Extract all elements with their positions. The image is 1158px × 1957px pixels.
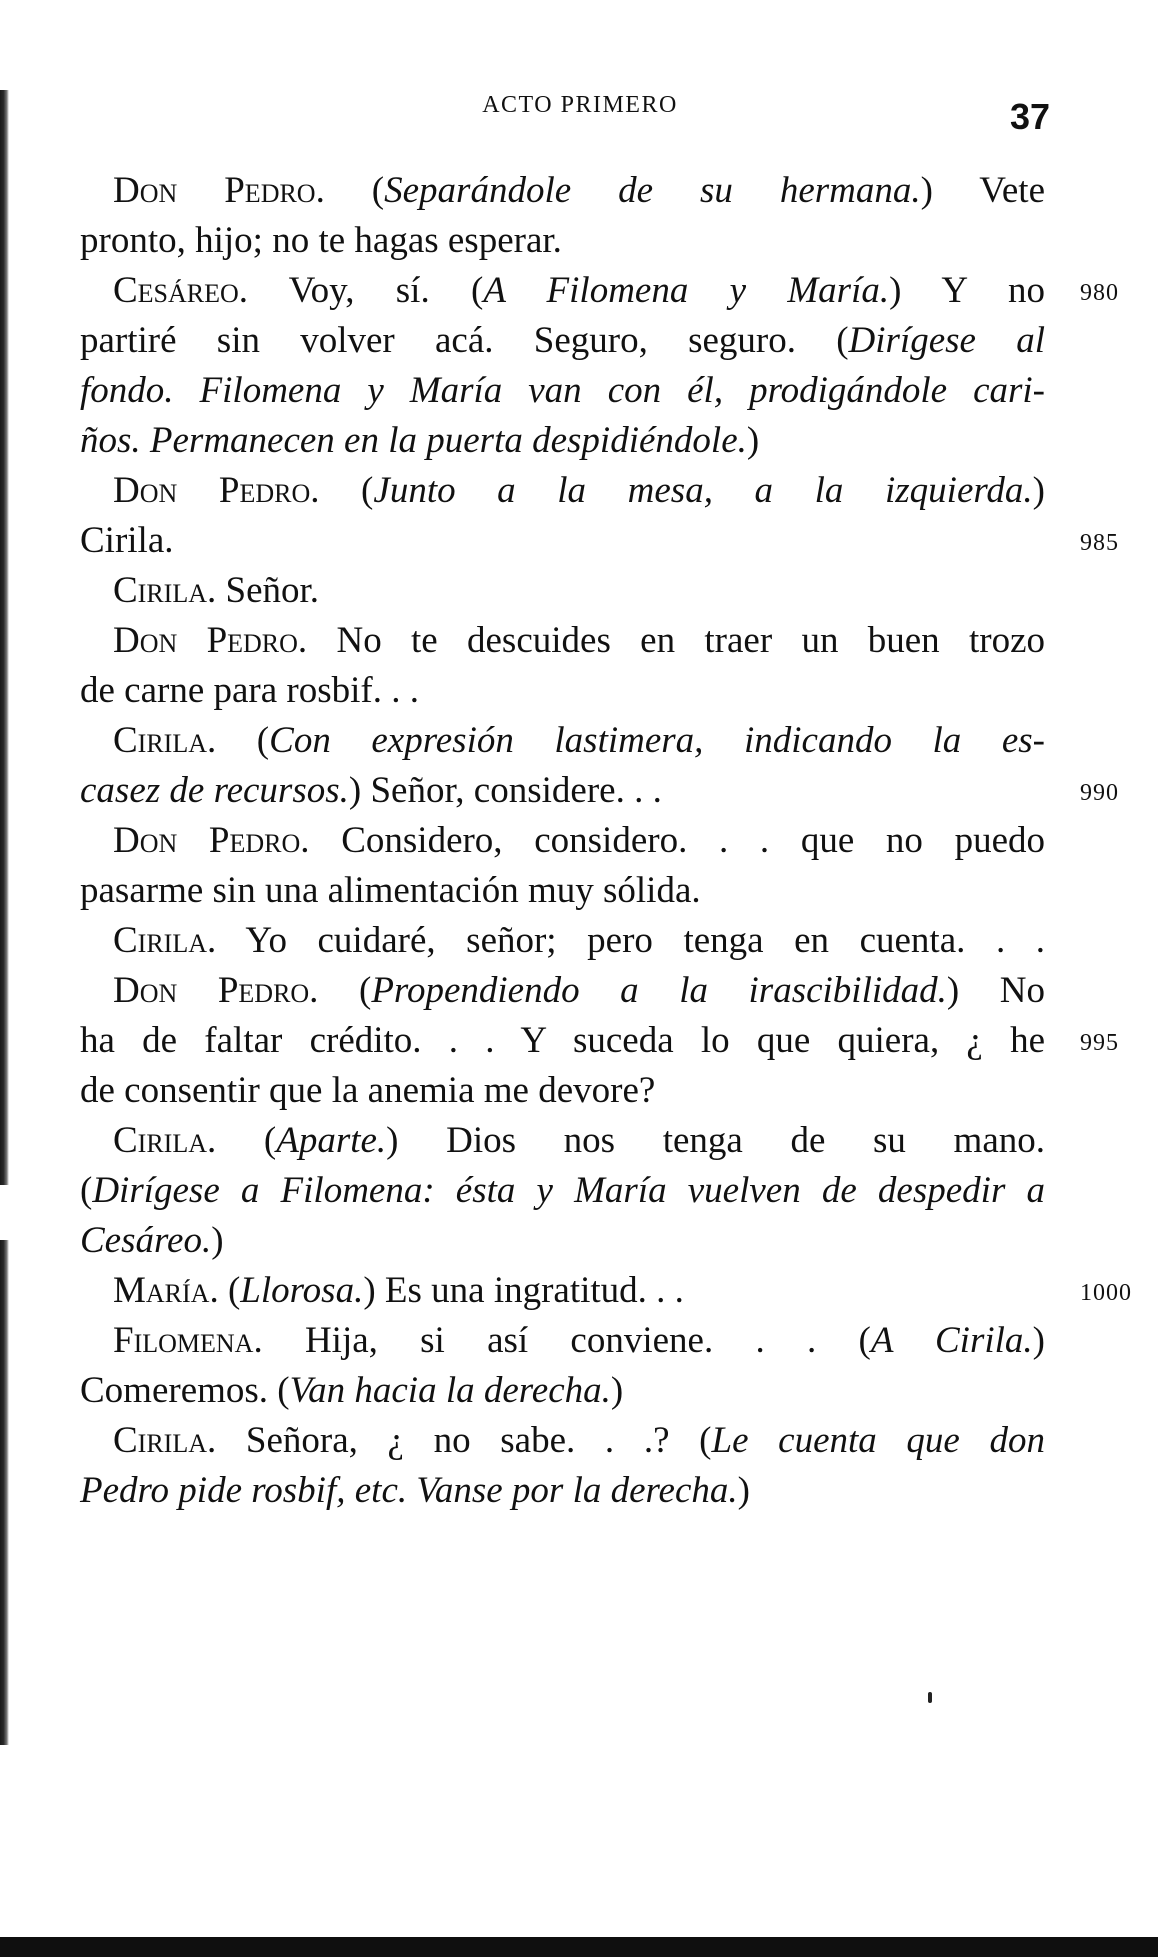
line-number: 995	[1080, 1030, 1119, 1056]
text-line	[80, 266, 1119, 316]
stage-direction: ños. Permanecen en la puerta despidiéndole.	[80, 420, 747, 461]
page-number: 37	[1010, 96, 1051, 137]
speaker-name: Cirila.	[113, 1120, 217, 1161]
dialogue-text: ) Señor, considere. . .	[348, 770, 662, 811]
speaker-name: Don Pedro.	[113, 470, 320, 511]
text-line	[80, 1116, 1045, 1166]
scan-edge-gap	[0, 1185, 9, 1240]
dialogue-text: Yo cuidaré, señor; pero tenga en cuenta. . .	[216, 920, 1045, 961]
text-line	[80, 866, 1045, 916]
text-line	[80, 1166, 1045, 1216]
dialogue-text: No te descuides en traer un buen trozo	[307, 620, 1045, 661]
dialogue-text: Señora, ¿ no sabe. . .? (	[216, 1420, 712, 1461]
dialogue-text: )	[211, 1220, 224, 1261]
stage-direction: casez de recursos.	[80, 770, 349, 811]
dialogue-text: partiré sin volver acá. Seguro, seguro. (	[80, 320, 849, 361]
dialogue-text: Hija, si así conviene. . . (	[262, 1320, 871, 1361]
dialogue-text: (	[216, 1120, 277, 1161]
speaker-name: Cesáreo.	[113, 270, 249, 311]
stage-direction: Le cuenta que don	[711, 1420, 1046, 1461]
dialogue-text: ) Es una ingratitud. . .	[363, 1270, 684, 1311]
dialogue-text: (	[324, 170, 385, 211]
speaker-name: Cirila.	[113, 570, 217, 611]
text-line	[80, 1016, 1119, 1066]
line-number: 990	[1080, 780, 1119, 806]
text-line	[80, 666, 1045, 716]
dialogue-text: (	[216, 720, 270, 761]
dialogue-text: (	[318, 970, 372, 1011]
dialogue-text: )	[1032, 470, 1045, 511]
text-line	[80, 316, 1045, 366]
speaker-name: Don Pedro.	[113, 970, 319, 1011]
dialogue-text: Considero, considero. . . que no puedo	[309, 820, 1045, 861]
dialogue-text: (	[80, 1170, 93, 1211]
scan-edge-left	[0, 90, 9, 1745]
speaker-name: Cirila.	[113, 920, 217, 961]
text-line	[80, 616, 1045, 666]
line-number: 985	[1080, 530, 1119, 556]
dialogue-text: Cirila.	[80, 520, 174, 561]
text-line	[80, 816, 1045, 866]
speaker-name: María.	[113, 1270, 219, 1311]
stage-direction: A Filomena y María.	[483, 270, 890, 311]
text-line	[80, 1416, 1045, 1466]
text-line	[80, 966, 1045, 1016]
stage-direction: Aparte.	[276, 1120, 387, 1161]
dialogue-text: ha de faltar crédito. . . Y suceda lo que quiera, ¿ he	[80, 1020, 1045, 1061]
speaker-name: Filomena.	[113, 1320, 263, 1361]
stage-direction: Con expresión lastimera, indicando la es-	[269, 720, 1045, 761]
text-line	[80, 916, 1045, 966]
stage-direction: Separándole de su hermana.	[384, 170, 921, 211]
dialogue-text: Voy, sí. (	[248, 270, 484, 311]
text-line	[80, 166, 1045, 216]
speaker-name: Don Pedro.	[113, 170, 325, 211]
dialogue-text: (	[319, 470, 374, 511]
speaker-name: Cirila.	[113, 720, 217, 761]
text-line	[80, 1316, 1045, 1366]
dialogue-text: pasarme sin una alimentación muy sólida.	[80, 870, 701, 911]
stage-direction: Pedro pide rosbif, etc. Vanse por la derecha.	[80, 1470, 738, 1511]
stage-direction: Cesáreo.	[80, 1220, 212, 1261]
dialogue-text: Señor.	[216, 570, 320, 611]
dialogue-text: de consentir que la anemia me devore?	[80, 1070, 656, 1111]
stage-direction: Dirígese a Filomena: ésta y María vuelven de despedir a	[92, 1170, 1045, 1211]
speaker-name: Don Pedro.	[113, 620, 308, 661]
dialogue-text: ) Dios nos tenga de su mano.	[386, 1120, 1045, 1161]
text-line	[80, 716, 1045, 766]
dialogue-text: ) No	[946, 970, 1046, 1011]
stage-direction: Van hacia la derecha.	[289, 1370, 611, 1411]
text-line	[80, 1366, 1045, 1416]
text-line	[80, 1216, 1045, 1266]
scan-edge-bottom	[0, 1937, 1158, 1957]
dialogue-text: ) Y no	[889, 270, 1045, 311]
dialogue-text: )	[610, 1370, 624, 1411]
text-line	[80, 566, 1045, 616]
speaker-name: Don Pedro.	[113, 820, 310, 861]
stage-direction: Propendiendo a la irascibilidad.	[371, 970, 947, 1011]
text-line	[80, 366, 1045, 416]
dialogue-text: )	[737, 1470, 750, 1511]
text-line	[80, 1266, 1132, 1316]
dialogue-text: de carne para rosbif. . .	[80, 670, 419, 711]
stage-direction: fondo. Filomena y María van con él, prodigándole cari-	[80, 370, 1045, 411]
dialogue-text: )	[1032, 1320, 1045, 1361]
play-text	[80, 166, 1132, 1516]
stage-direction: Llorosa.	[240, 1270, 364, 1311]
line-number: 980	[1080, 280, 1119, 306]
stage-direction: Junto a la mesa, a la izquierda.	[373, 470, 1033, 511]
text-line	[80, 516, 1119, 566]
running-head: ACTO PRIMERO	[482, 92, 678, 118]
scan-speck	[928, 1692, 932, 1703]
text-line	[80, 1066, 1045, 1116]
text-line	[80, 466, 1045, 516]
text-line	[80, 216, 1045, 266]
line-number: 1000	[1080, 1280, 1132, 1306]
speaker-name: Cirila.	[113, 1420, 217, 1461]
dialogue-text: ) Vete	[920, 170, 1045, 211]
text-line	[80, 416, 1045, 466]
dialogue-text: Comeremos. (	[80, 1370, 290, 1411]
dialogue-text: )	[746, 420, 760, 461]
text-line	[80, 766, 1119, 816]
text-line	[80, 1466, 1045, 1516]
dialogue-text: pronto, hijo; no te hagas esperar.	[80, 220, 562, 261]
stage-direction: Dirígese al	[848, 320, 1045, 361]
dialogue-text: (	[218, 1270, 241, 1311]
stage-direction: A Cirila.	[870, 1320, 1033, 1361]
